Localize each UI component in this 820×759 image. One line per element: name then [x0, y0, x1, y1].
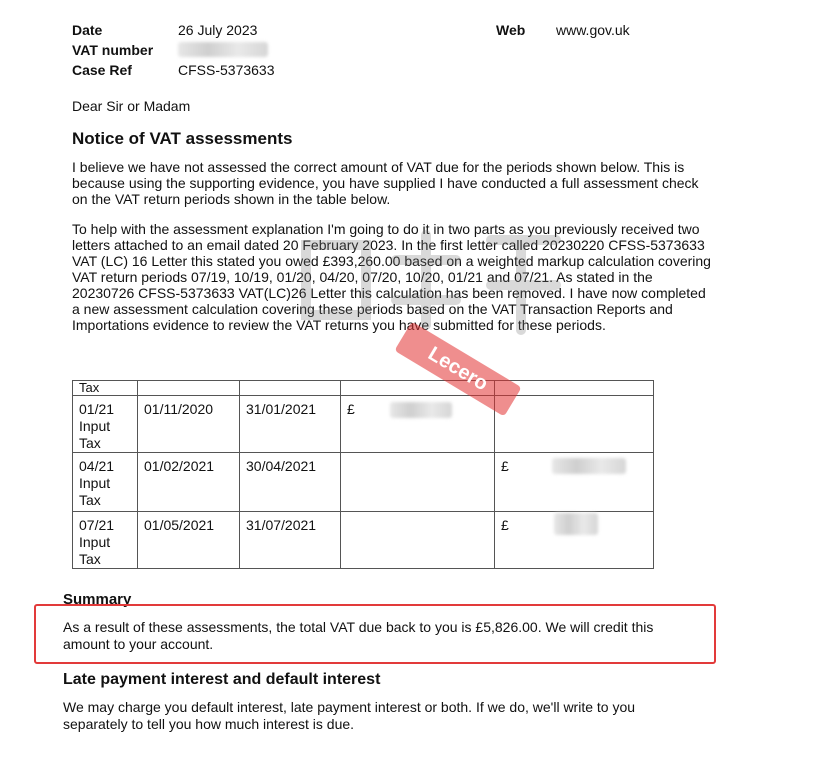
- end-date-cell: 30/04/2021: [240, 453, 341, 512]
- paragraph-1: I believe we have not assessed the correct amount of VAT due for the periods shown below. This is because using the supporting evidence, you have supplied I have conducted a full assessment check on the VAT return periods shown in the table below.: [72, 159, 699, 207]
- period-cell: 07/21 Input Tax: [73, 512, 138, 569]
- paragraph-2: To help with the assessment explanation I'm going to do it in two parts as you previously received two letters attached to an email dated 20 February 2023. In the first letter called 20230220 CFSS-5373633 VAT (LC) 16 Letter this stated you owed £393,260.00 based on a weighted markup calculation covering VAT return periods 07/19, 10/19, 01/20, 04/20, 07/20, 10/20, 01/21 and 07/21. As stated in the 20230726 CFSS-5373633 VAT(LC)26 Letter this calculation has been removed. I have now completed a new assessment calculation covering these periods based on the VAT Transaction Reports and Importations evidence to review the VAT returns you have submitted for these periods.: [72, 221, 711, 333]
- date-label: Date: [72, 22, 103, 38]
- end-date-cell: 31/01/2021: [240, 396, 341, 453]
- late-interest-title: Late payment interest and default interest: [63, 671, 381, 688]
- amount-redacted: [554, 513, 598, 535]
- amount-cell: [341, 512, 495, 569]
- table-row: [73, 381, 654, 396]
- web-label: Web: [496, 22, 526, 38]
- vat-number-redacted: [178, 42, 268, 57]
- web-value: www.gov.uk: [556, 22, 630, 38]
- salutation: Dear Sir or Madam: [72, 98, 191, 114]
- late-interest-text: We may charge you default interest, late payment interest or both. If we do, we'll write to you separately to tell you how much interest is due.: [63, 699, 636, 732]
- vat-number-label: VAT number: [72, 42, 154, 58]
- end-date-cell: 31/07/2021: [240, 512, 341, 569]
- amount-cell: £: [495, 512, 654, 569]
- summary-text: As a result of these assessments, the total VAT due back to you is £5,826.00. We will credit this amount to your account.: [63, 619, 654, 652]
- amount-redacted: [552, 458, 626, 474]
- amount-cell: £: [341, 396, 495, 453]
- period-cell: 04/21 Input Tax: [73, 453, 138, 512]
- amount-cell: £: [495, 453, 654, 512]
- start-date-cell: 01/11/2020: [138, 396, 240, 453]
- vat-periods-table: [72, 380, 654, 569]
- start-date-cell: 01/02/2021: [138, 453, 240, 512]
- period-cell: 01/21 Input Tax: [73, 396, 138, 453]
- table-row: [73, 396, 654, 453]
- notice-heading: Notice of VAT assessments: [72, 129, 293, 148]
- summary-title: Summary: [63, 591, 132, 608]
- cut-off-tax-label: Tax: [79, 380, 100, 395]
- amount-cell: [341, 453, 495, 512]
- start-date-cell: 01/05/2021: [138, 512, 240, 569]
- amount-redacted: [390, 402, 452, 418]
- watermark-logo: Lecero: [394, 321, 521, 416]
- date-value: 26 July 2023: [178, 22, 258, 38]
- case-ref-label: Case Ref: [72, 62, 132, 78]
- case-ref-value: CFSS-5373633: [178, 62, 275, 78]
- amount-cell: [495, 396, 654, 453]
